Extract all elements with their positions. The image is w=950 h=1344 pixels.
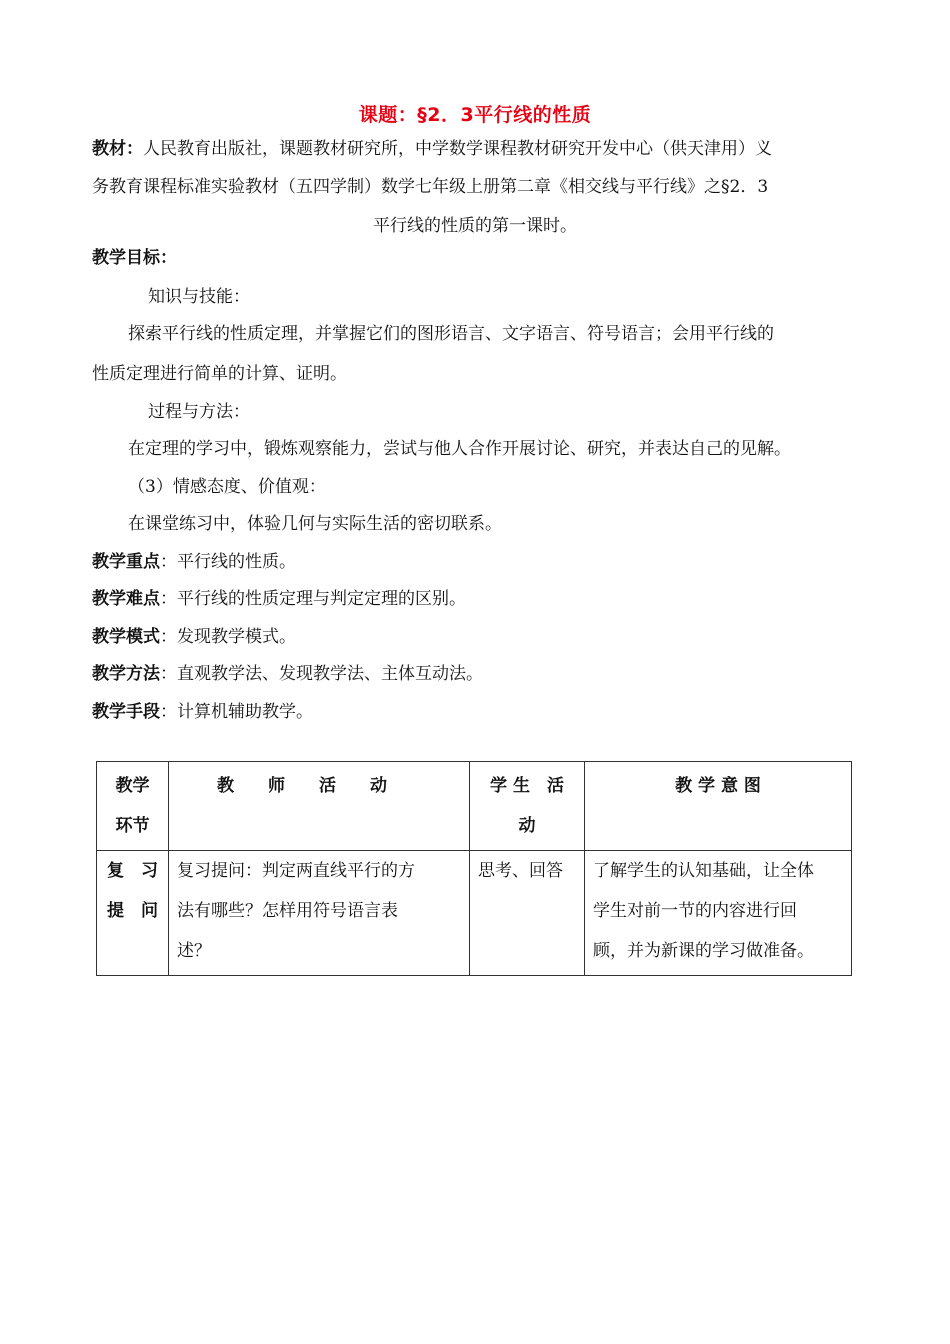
field-method xyxy=(92,662,483,686)
field-label: 教学手段 xyxy=(92,702,160,722)
row-intent-line-1: 了解学生的认知基础，让全体 xyxy=(593,861,814,881)
row-teacher-line-2: 法有哪些？怎样用符号语言表 xyxy=(177,901,398,921)
process-heading: 过程与方法： xyxy=(148,402,250,422)
knowledge-line-1: 探索平行线的性质定理，并掌握它们的图形语言、文字语言、符号语言；会用平行线的 xyxy=(128,324,774,344)
row-stage xyxy=(97,851,169,976)
header-intent-label: 教 学 意 图 xyxy=(675,776,761,796)
field-value: ：直观教学法、发现教学法、主体互动法。 xyxy=(160,664,483,684)
row-teacher xyxy=(169,851,470,976)
row-intent-line-3: 顾，并为新课的学习做准备。 xyxy=(593,941,814,961)
header-stage xyxy=(97,762,169,851)
field-label: 教学难点 xyxy=(92,589,160,609)
process-text: 在定理的学习中，锻炼观察能力，尝试与他人合作开展讨论、研究，并表达自己的见解。 xyxy=(128,439,791,459)
material-line-1 xyxy=(92,137,772,161)
row-stage-line-1: 复 习 xyxy=(107,861,158,881)
emotion-text: 在课堂练习中，体验几何与实际生活的密切联系。 xyxy=(128,514,502,534)
field-value: ：平行线的性质。 xyxy=(160,552,296,572)
header-teacher xyxy=(169,762,470,851)
goals-label: 教学目标： xyxy=(92,248,177,268)
field-label: 教学重点 xyxy=(92,552,160,572)
row-teacher-line-1: 复习提问：判定两直线平行的方 xyxy=(177,861,415,881)
row-student-text: 思考、回答 xyxy=(478,861,563,881)
header-student-line-1: 学 生 活 xyxy=(490,776,564,796)
field-label: 教学模式 xyxy=(92,627,160,647)
header-intent xyxy=(585,762,852,851)
knowledge-heading: 知识与技能： xyxy=(148,287,250,307)
header-stage-line-2: 环节 xyxy=(115,816,150,836)
table-header-row xyxy=(97,762,852,851)
field-value: ：平行线的性质定理与判定定理的区别。 xyxy=(160,589,466,609)
field-means xyxy=(92,700,313,724)
header-student xyxy=(470,762,585,851)
field-value: ：计算机辅助教学。 xyxy=(160,702,313,722)
field-key-point xyxy=(92,550,296,574)
emotion-heading: （3）情感态度、价值观： xyxy=(128,477,326,497)
field-difficulty xyxy=(92,587,466,611)
knowledge-line-2: 性质定理进行简单的计算、证明。 xyxy=(92,364,347,384)
field-mode xyxy=(92,625,296,649)
lesson-table xyxy=(96,761,852,976)
material-line-3: 平行线的性质的第一课时。 xyxy=(373,216,577,236)
material-text-1: 人民教育出版社，课题教材研究所，中学数学课程教材研究开发中心（供天津用）义 xyxy=(143,139,772,159)
table-row xyxy=(97,851,852,976)
row-student xyxy=(470,851,585,976)
row-intent xyxy=(585,851,852,976)
row-stage-line-2: 提 问 xyxy=(107,901,158,921)
material-line-2: 务教育课程标准实验教材（五四学制）数学七年级上册第二章《相交线与平行线》之§2．3 xyxy=(92,177,769,197)
page-title: 课题：§2．3平行线的性质 xyxy=(358,104,592,126)
header-stage-line-1: 教学 xyxy=(115,776,150,796)
row-teacher-line-3: 述？ xyxy=(177,941,211,961)
field-value: ：发现教学模式。 xyxy=(160,627,296,647)
row-intent-line-2: 学生对前一节的内容进行回 xyxy=(593,901,797,921)
field-label: 教学方法 xyxy=(92,664,160,684)
material-label: 教材： xyxy=(92,139,143,159)
header-teacher-label: 教 师 活 动 xyxy=(217,776,387,796)
header-student-line-2: 动 xyxy=(518,816,536,836)
